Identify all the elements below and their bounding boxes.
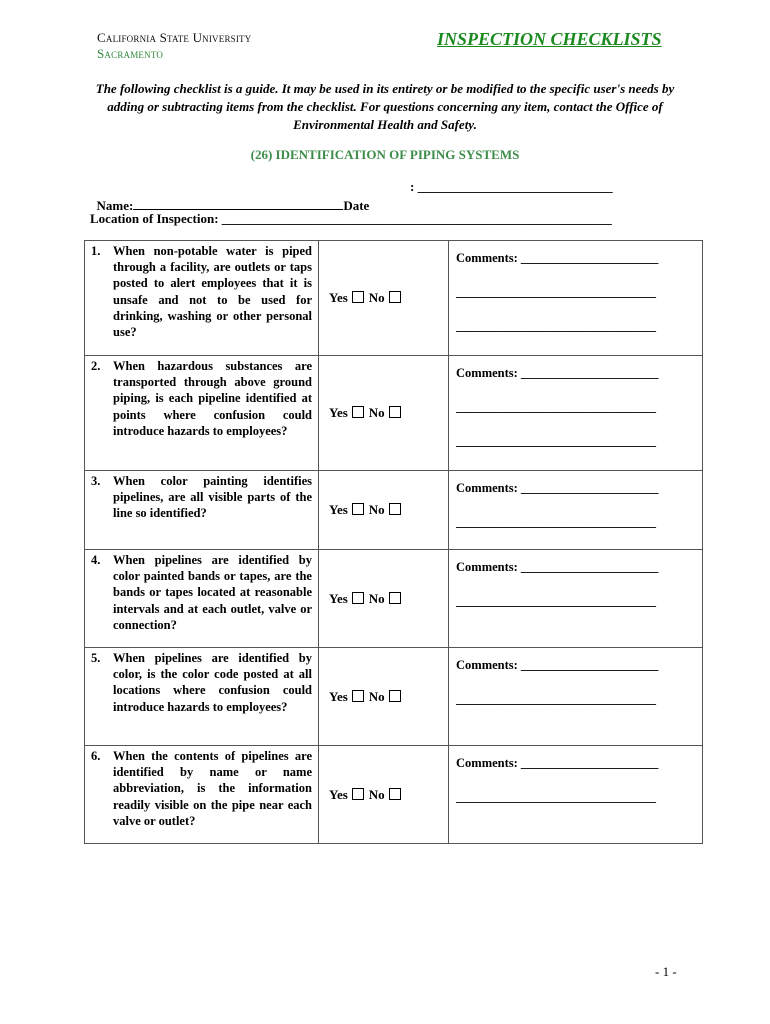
checklist-row [85,356,703,471]
yes-label: Yes [329,786,348,802]
answer-cell [319,356,449,471]
question-cell [85,241,319,356]
campus-name: Sacramento [97,46,164,61]
comments-cell [449,746,703,844]
comments-line[interactable]: ________________________________ [456,434,656,448]
no-label: No [368,502,385,517]
checklist-row [85,241,703,356]
question-text: When hazardous substances are transported through above ground piping, is each pipeline identified at points where confusion could introduce hazards to employees? [113,359,312,438]
no-label: No [368,590,385,606]
name-field[interactable] [133,195,343,210]
comments-line[interactable]: ________________________________ [456,319,656,333]
section-title: (26) IDENTIFICATION OF PIPING SYSTEMS [250,147,520,162]
comments-label[interactable]: Comments: ______________________ [456,481,659,495]
no-checkbox[interactable] [389,592,401,604]
comments-label[interactable]: Comments: ______________________ [456,251,659,265]
location-field[interactable]: Location of Inspection: ____________________________________________________________ [90,211,612,226]
no-checkbox[interactable] [389,788,401,800]
comments-label[interactable]: Comments: ______________________ [456,366,659,380]
checklist-row [85,746,703,844]
yes-checkbox[interactable] [352,291,364,303]
comments-cell [449,648,703,746]
document-title: INSPECTION CHECKLISTS [437,29,662,49]
comments-line[interactable]: ________________________________ [456,594,656,608]
no-label: No [368,688,385,704]
yes-checkbox[interactable] [352,690,364,702]
no-checkbox[interactable] [389,291,401,303]
intro-paragraph: The following checklist is a guide. It may be used in its entirety or be modified to the specific user's needs by adding or subtracting items from the checklist. For questions concerning any item, contact the Office of Environmental Health and Safety. [95,81,675,132]
answer-cell [319,241,449,356]
answer-cell [319,471,449,550]
no-label: No [368,290,385,305]
question-cell [85,746,319,844]
yes-checkbox[interactable] [352,788,364,800]
no-label: No [368,405,385,420]
answer-cell [319,550,449,648]
comments-label[interactable]: Comments: ______________________ [456,658,659,672]
university-name: California State University [97,30,252,45]
question-number: 6. [91,749,101,763]
university-header [97,30,251,62]
answer-cell [319,648,449,746]
yes-label: Yes [329,590,348,606]
comments-cell [449,471,703,550]
yes-label: Yes [329,405,348,420]
comments-line[interactable]: ________________________________ [456,285,656,299]
question-number: 2. [91,359,101,373]
comments-line[interactable]: ________________________________ [456,790,656,804]
no-checkbox[interactable] [389,690,401,702]
no-checkbox[interactable] [389,406,401,418]
yes-checkbox[interactable] [352,406,364,418]
comments-cell [449,241,703,356]
checklist-row [85,471,703,550]
question-text: When the contents of pipelines are identified by name or name abbreviation, is the information readily visible on the pipe near each valve or outlet? [113,749,312,828]
checklist-row [85,648,703,746]
checklist-table [84,240,703,844]
question-number: 4. [91,553,101,567]
question-text: When color painting identifies pipelines, are all visible parts of the line so identified? [113,474,312,521]
question-text: When pipelines are identified by color painted bands or tapes, are the bands or tapes located at reasonable intervals and at each outlet, valve or connection? [113,553,312,632]
name-date-row [90,179,369,214]
yes-checkbox[interactable] [352,503,364,515]
yes-label: Yes [329,290,348,305]
question-cell [85,356,319,471]
name-label: Name: [96,198,134,213]
comments-cell [449,550,703,648]
question-number: 1. [91,244,101,258]
comments-line[interactable]: ________________________________ [456,515,656,529]
yes-checkbox[interactable] [352,592,364,604]
no-label: No [368,786,385,802]
checklist-row [85,550,703,648]
comments-label[interactable]: Comments: ______________________ [456,756,659,770]
date-field[interactable]: : ______________________________ [410,179,613,194]
question-text: When non-potable water is piped through a facility, are outlets or taps posted to alert employees that it is unsafe and not to be used for drinking, washing or other personal use? [113,244,312,340]
page-number: - 1 - [655,964,677,979]
comments-line[interactable]: ________________________________ [456,400,656,414]
question-number: 3. [91,474,101,488]
no-checkbox[interactable] [389,503,401,515]
question-cell [85,471,319,550]
question-number: 5. [91,651,101,665]
question-cell [85,550,319,648]
comments-label[interactable]: Comments: ______________________ [456,560,659,574]
date-label: Date [343,198,370,213]
question-cell [85,648,319,746]
yes-label: Yes [329,502,348,517]
yes-label: Yes [329,688,348,704]
question-text: When pipelines are identified by color, is the color code posted at all locations where confusion could introduce hazards to employees? [113,651,312,714]
comments-line[interactable]: ________________________________ [456,692,656,706]
comments-cell [449,356,703,471]
answer-cell [319,746,449,844]
